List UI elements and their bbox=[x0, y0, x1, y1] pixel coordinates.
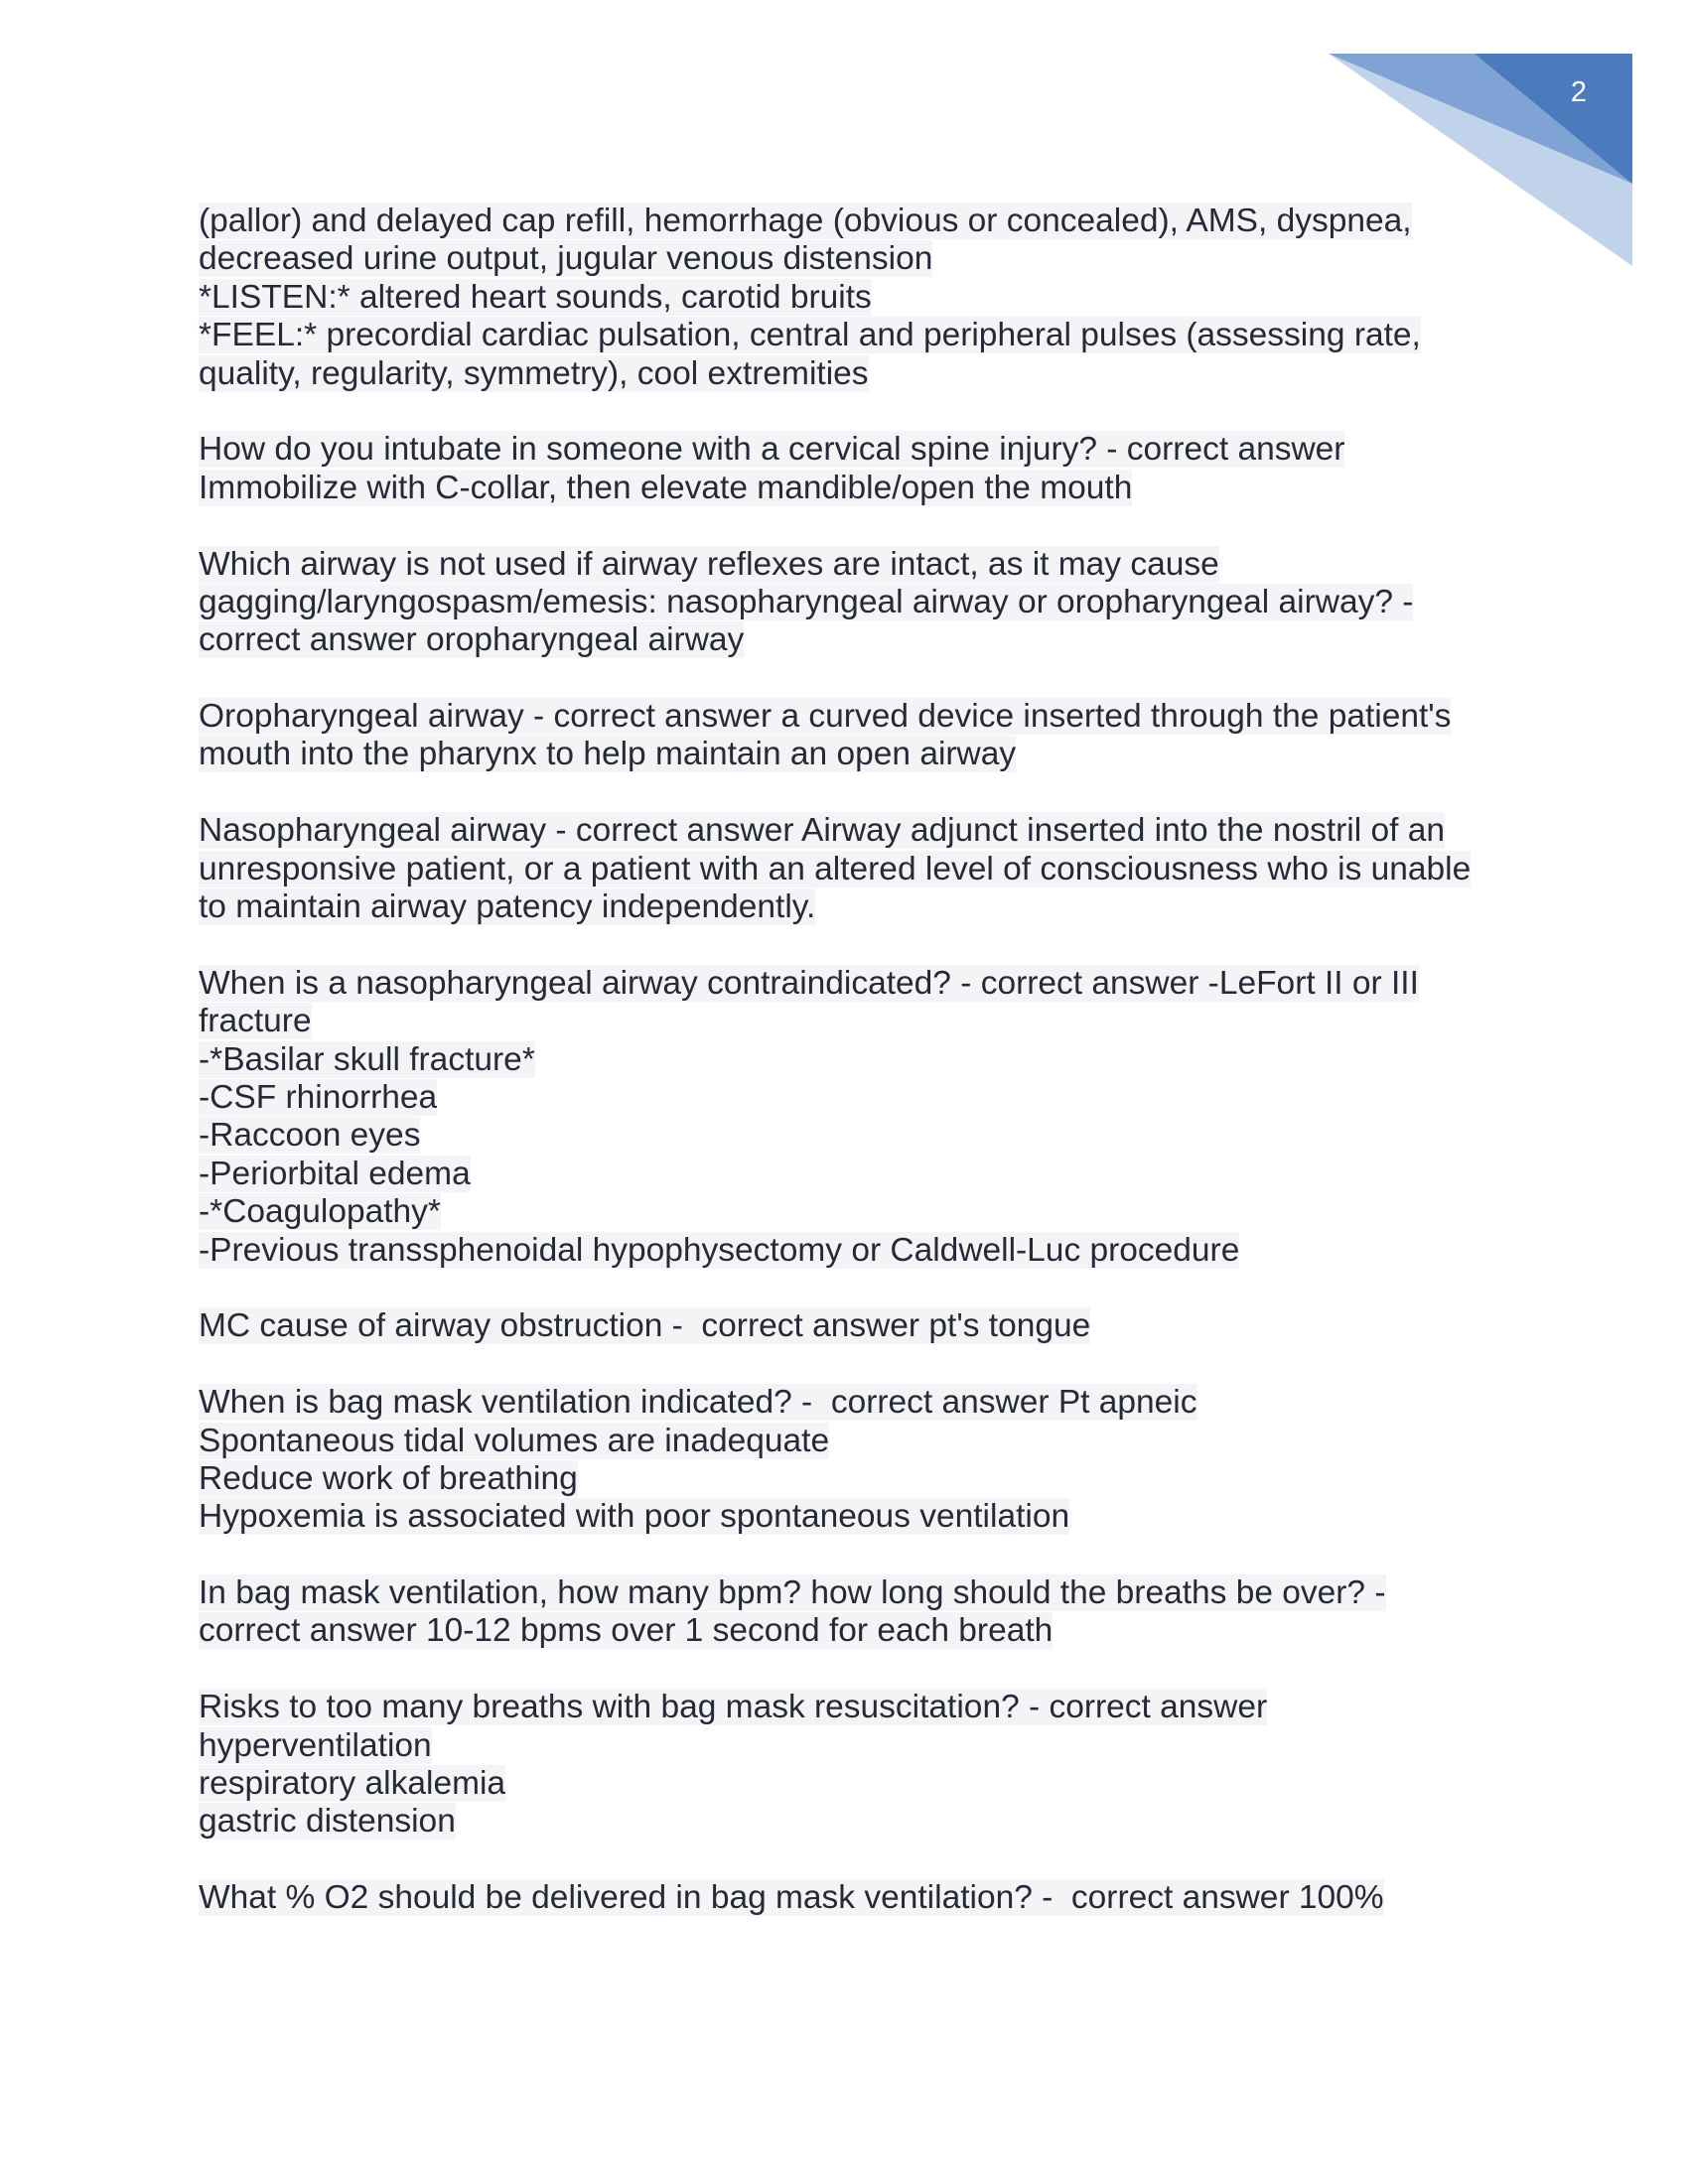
text-line bbox=[199, 279, 1489, 317]
text-line bbox=[199, 355, 1489, 393]
text-line bbox=[199, 736, 1489, 773]
text-line bbox=[199, 1423, 1489, 1460]
qa-paragraph bbox=[199, 698, 1489, 774]
qa-paragraph bbox=[199, 546, 1489, 660]
text-line bbox=[199, 1460, 1489, 1498]
text-line bbox=[199, 888, 1489, 926]
qa-paragraph bbox=[199, 1307, 1489, 1345]
page-number: 2 bbox=[1570, 76, 1588, 108]
text-line-content: *FEEL:* precordial cardiac pulsation, central and peripheral pulses (assessing rate, bbox=[199, 317, 1421, 354]
text-line-content: -*Coagulopathy* bbox=[199, 1193, 441, 1231]
text-line bbox=[199, 621, 1489, 659]
text-line-content: How do you intubate in someone with a cervical spine injury? - correct answer bbox=[199, 431, 1345, 469]
qa-paragraph bbox=[199, 1689, 1489, 1842]
qa-paragraph bbox=[199, 1574, 1489, 1651]
text-line-content: Oropharyngeal airway - correct answer a curved device inserted through the patient's bbox=[199, 698, 1452, 736]
text-line-content: Hypoxemia is associated with poor spontaneous ventilation bbox=[199, 1498, 1070, 1536]
text-line-content: to maintain airway patency independently. bbox=[199, 888, 816, 926]
text-line-content: Which airway is not used if airway reflexes are intact, as it may cause bbox=[199, 545, 1219, 583]
text-line bbox=[199, 698, 1489, 736]
qa-paragraph bbox=[199, 203, 1489, 393]
text-line-content: -*Basilar skull fracture* bbox=[199, 1040, 535, 1078]
text-line-content: *LISTEN:* altered heart sounds, carotid bruits bbox=[199, 278, 872, 316]
text-line-content: hyperventilation bbox=[199, 1726, 432, 1764]
text-line bbox=[199, 965, 1489, 1003]
text-line bbox=[199, 1765, 1489, 1803]
text-line bbox=[199, 1232, 1489, 1270]
text-line-content: Nasopharyngeal airway - correct answer Airway adjunct inserted into the nostril of an bbox=[199, 812, 1446, 850]
text-line bbox=[199, 1384, 1489, 1422]
text-line bbox=[199, 203, 1489, 240]
text-line bbox=[199, 1117, 1489, 1155]
text-line bbox=[199, 1156, 1489, 1193]
text-line bbox=[199, 1193, 1489, 1231]
text-line bbox=[199, 431, 1489, 469]
text-line-content: decreased urine output, jugular venous distension bbox=[199, 240, 933, 278]
text-line bbox=[199, 851, 1489, 888]
text-line bbox=[199, 1727, 1489, 1765]
text-line-content: correct answer oropharyngeal airway bbox=[199, 621, 745, 659]
text-line bbox=[199, 1612, 1489, 1650]
text-line-content: gastric distension bbox=[199, 1803, 456, 1841]
text-line bbox=[199, 240, 1489, 278]
text-line bbox=[199, 470, 1489, 507]
text-line bbox=[199, 1879, 1489, 1917]
text-line-content: When is a nasopharyngeal airway contraindicated? - correct answer -LeFort II or III bbox=[199, 964, 1419, 1002]
text-line-content: Spontaneous tidal volumes are inadequate bbox=[199, 1422, 830, 1459]
text-line bbox=[199, 546, 1489, 584]
text-line-content: Immobilize with C-collar, then elevate mandible/open the mouth bbox=[199, 469, 1133, 506]
document-body bbox=[199, 203, 1489, 1956]
text-line bbox=[199, 1079, 1489, 1117]
text-line-content: mouth into the pharynx to help maintain an open airway bbox=[199, 736, 1017, 773]
text-line-content: MC cause of airway obstruction - correct answer pt's tongue bbox=[199, 1307, 1091, 1345]
text-line-content: -Previous transsphenoidal hypophysectomy or Caldwell-Luc procedure bbox=[199, 1231, 1240, 1269]
text-line bbox=[199, 317, 1489, 354]
text-line bbox=[199, 1574, 1489, 1612]
text-line-content: (pallor) and delayed cap refill, hemorrhage (obvious or concealed), AMS, dyspnea, bbox=[199, 203, 1412, 239]
text-line-content: correct answer 10-12 bpms over 1 second for each breath bbox=[199, 1612, 1054, 1650]
text-line-content: What % O2 should be delivered in bag mask ventilation? - correct answer 100% bbox=[199, 1879, 1384, 1917]
qa-paragraph bbox=[199, 431, 1489, 507]
qa-paragraph bbox=[199, 812, 1489, 926]
text-line-content: Reduce work of breathing bbox=[199, 1459, 578, 1497]
qa-paragraph bbox=[199, 1879, 1489, 1917]
text-line-content: -Periorbital edema bbox=[199, 1155, 471, 1192]
text-line-content: -Raccoon eyes bbox=[199, 1117, 421, 1155]
text-line bbox=[199, 1307, 1489, 1345]
text-line bbox=[199, 1803, 1489, 1841]
qa-paragraph bbox=[199, 965, 1489, 1270]
text-line bbox=[199, 812, 1489, 850]
text-line-content: unresponsive patient, or a patient with an altered level of consciousness who is unable bbox=[199, 850, 1472, 887]
text-line-content: quality, regularity, symmetry), cool extremities bbox=[199, 354, 869, 392]
text-line bbox=[199, 1003, 1489, 1040]
text-line-content: respiratory alkalemia bbox=[199, 1765, 506, 1803]
text-line-content: In bag mask ventilation, how many bpm? how long should the breaths be over? - bbox=[199, 1574, 1386, 1612]
text-line bbox=[199, 1498, 1489, 1536]
text-line-content: Risks to too many breaths with bag mask resuscitation? - correct answer bbox=[199, 1689, 1268, 1726]
text-line-content: fracture bbox=[199, 1003, 312, 1040]
text-line-content: -CSF rhinorrhea bbox=[199, 1078, 438, 1116]
text-line bbox=[199, 1689, 1489, 1726]
qa-paragraph bbox=[199, 1384, 1489, 1537]
text-line-content: When is bag mask ventilation indicated? - correct answer Pt apneic bbox=[199, 1384, 1197, 1422]
text-line bbox=[199, 584, 1489, 621]
text-line bbox=[199, 1041, 1489, 1079]
text-line-content: gagging/laryngospasm/emesis: nasopharyngeal airway or oropharyngeal airway? - bbox=[199, 583, 1414, 620]
